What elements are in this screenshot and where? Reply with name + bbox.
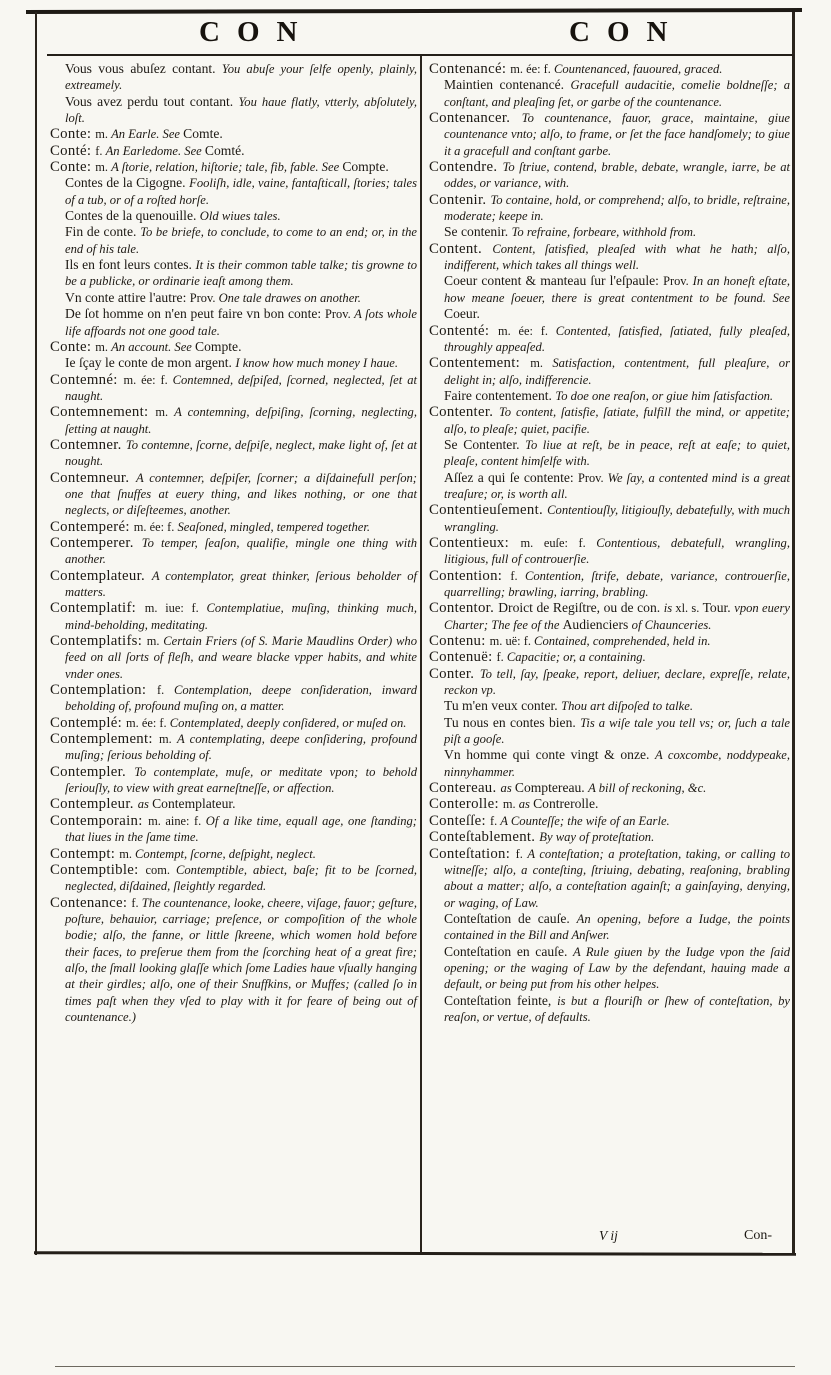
running-head-right: CON [569, 16, 685, 48]
english-gloss: Fooliſh, idle, vaine, fantaſticall, ſtories; tales of a tub, or of a roſted horſe. [65, 176, 417, 207]
headword: Contemplé: [50, 714, 127, 731]
headword: Contemplation: [50, 682, 157, 699]
grammar-label: Prov. [577, 470, 608, 485]
english-gloss: Seaſoned, mingled, tempered together. [177, 519, 371, 534]
french-phrase: Tu nous en contes bien. [444, 714, 581, 730]
french-phrase: Contemplateur. [152, 796, 236, 812]
dictionary-subentry [429, 273, 790, 322]
english-gloss: Content, ſatisfied, pleaſed with what he hath; alſo, indifferent, which takes all things well. [444, 241, 791, 273]
right-column [429, 61, 790, 1025]
column-divider-rule [420, 56, 422, 1252]
english-gloss: is [663, 601, 676, 616]
grammar-label: Prov. [189, 290, 219, 305]
headword: Conte: [50, 126, 96, 143]
headword: Contenter. [429, 404, 499, 421]
dictionary-entry [50, 600, 417, 633]
dictionary-entry [50, 895, 417, 1026]
dictionary-subentry [429, 388, 790, 404]
english-gloss: An opening, before a Iudge, the points contained in the Bill and Anſwer. [444, 911, 790, 943]
dictionary-subentry [429, 470, 790, 503]
grammar-label: f. [515, 846, 528, 861]
signature-mark: V ij [599, 1228, 618, 1243]
grammar-label: m. ée: f. [510, 62, 554, 76]
grammar-label: m. [158, 732, 177, 747]
dictionary-entry [50, 862, 417, 895]
english-gloss: A contemplating, deepe conſidering, profound muſing; ſerious beholding of. [65, 732, 418, 763]
english-gloss: Certain Friers (of S. Marie Maudlins Order) who feed on all ſorts of fleſh, and weare blacke vpper habits, and white vnder ones. [65, 634, 417, 681]
english-gloss: A conteſtation; a proteſtation, taking, or calling to witneſſe; alſo, a conteſting, ſtriuing, debating, reaſoning, brabling about a matter; alſo, a conteſtation againſt; a gainſaying, denying, or waging, of Law. [444, 846, 791, 910]
french-phrase: Conteſtation de cauſe. [444, 910, 577, 926]
grammar-label: m. [502, 797, 519, 812]
dictionary-entry [50, 470, 417, 519]
dictionary-subentry [50, 208, 417, 224]
headword: Contenancer. [429, 110, 522, 127]
english-gloss: A contemner, deſpiſer, ſcorner; a diſdainefull perſon; one that ſnuffes at euery thing, and likes nothing, or one that neglects, or diſeſteemes, another. [65, 470, 417, 518]
catchword: Con- [744, 1228, 772, 1243]
headword: Contemperé: [50, 518, 134, 535]
dictionary-subentry [50, 306, 417, 339]
headword: Contendre. [429, 159, 503, 176]
french-phrase: Comté. [204, 142, 245, 158]
dictionary-entry [50, 159, 417, 175]
dictionary-subentry [429, 944, 790, 993]
english-gloss: A contemning, deſpiſing, ſcorning, neglecting, ſetting at naught. [65, 405, 418, 436]
french-phrase: Comte. [183, 126, 223, 142]
english-gloss: You abuſe your ſelfe openly, plainly, extreamely. [65, 62, 417, 93]
dictionary-entry [50, 682, 417, 715]
dictionary-subentry [50, 290, 417, 306]
grammar-label: f. [156, 683, 174, 698]
english-gloss: Contemplatiue, muſing, thinking much, mind-beholding, meditating. [65, 601, 417, 632]
left-border-rule [35, 12, 37, 1255]
french-phrase: Vn homme qui conte vingt & onze. [444, 747, 656, 763]
headword: Contereau. [429, 780, 501, 797]
dictionary-entry [50, 813, 417, 846]
headword: Contemné: [50, 371, 124, 388]
dictionary-entry [50, 846, 417, 862]
headword: Contenancé: [429, 61, 511, 77]
english-gloss: Thou art diſpoſed to talke. [561, 699, 693, 714]
headword: Conté: [50, 142, 96, 159]
french-phrase: Se contenir. [444, 224, 512, 240]
english-gloss: An Earle. See [111, 127, 184, 142]
headword: Contemplement: [50, 731, 159, 748]
headword: Contentieuſement. [429, 502, 548, 519]
dictionary-entry [429, 535, 790, 568]
french-phrase: De ſot homme on n'en peut faire vn bon conte: [65, 306, 325, 322]
english-gloss: is but a flouriſh or ſhew of conteſtation, by reaſon, or vertue, of defaults. [444, 993, 790, 1024]
dictionary-entry [429, 796, 790, 812]
english-gloss: of Chaunceries. [631, 617, 712, 632]
english-gloss: Of a like time, equall age, one ſtanding; that liues in the ſame time. [65, 813, 417, 845]
right-border-rule [792, 12, 795, 1255]
french-phrase: Ie ſçay le conte de mon argent. [65, 355, 236, 371]
english-gloss: Capacitie; or, a containing. [506, 650, 646, 665]
dictionary-entry [50, 731, 417, 764]
english-gloss: Old wiues tales. [199, 209, 281, 224]
grammar-label: m. uë: f. [489, 634, 535, 649]
english-gloss: An Earledome. See [105, 143, 205, 158]
english-gloss: It is their common table talke; tis growne to be a publicke, or ordinarie ieaſt among them. [65, 258, 417, 289]
running-head-left: CON [199, 16, 315, 48]
headword: Contempt: [50, 845, 120, 862]
french-phrase: Contes de la quenouille. [65, 208, 200, 224]
grammar-label: m. [95, 127, 112, 142]
dictionary-entry [50, 568, 417, 601]
english-gloss: To liue at reſt, be in peace, reſt at eaſe; to quiet, pleaſe, content himſelfe with. [444, 437, 790, 469]
english-gloss: Gracefull audacitie, comelie boldneſſe; a conſtant, and pleaſing ſet, or garbe of the countenance. [444, 78, 791, 109]
french-phrase: Fin de conte. [65, 224, 141, 240]
english-gloss: vpon euery Charter; The fee of the [444, 601, 790, 632]
headword: Content. [429, 240, 493, 257]
grammar-label: m. [530, 356, 553, 371]
english-gloss: A coxcombe, noddypeake, ninnyhammer. [444, 748, 790, 779]
french-phrase: Contrerolle. [533, 796, 599, 812]
dictionary-entry [429, 813, 790, 829]
dictionary-entry [429, 192, 790, 225]
grammar-label: f. [131, 895, 142, 910]
headword: Contenté: [429, 322, 498, 339]
french-phrase: Faire contentement. [444, 387, 556, 403]
left-column [50, 61, 417, 1025]
headword: Contentieux: [429, 534, 521, 551]
french-phrase: Vous vous abuſez contant. [65, 61, 222, 76]
headword: Contenir. [429, 191, 491, 208]
dictionary-entry [50, 404, 417, 437]
french-phrase: Se Contenter. [444, 436, 526, 452]
english-gloss: Contention, ſtrife, debate, variance, controuerſie, quarrelling; brawling, iarring, brabling. [444, 568, 790, 599]
dictionary-entry [50, 437, 417, 470]
grammar-label: m. [155, 405, 175, 420]
english-gloss: Countenanced, fauoured, graced. [553, 62, 723, 76]
grammar-label: Prov. [324, 307, 355, 322]
english-gloss: To refraine, forbeare, withhold from. [511, 225, 697, 240]
dictionary-subentry [429, 911, 790, 944]
grammar-label: m. ée: f. [126, 715, 170, 730]
headword: Conter. [429, 665, 480, 682]
english-gloss: To temper, ſeaſon, qualifie, mingle one thing with another. [65, 535, 417, 567]
grammar-label: m. [146, 634, 164, 649]
dictionary-entry [50, 126, 417, 142]
top-border-rule [26, 8, 802, 14]
french-phrase: Contes de la Cigogne. [65, 175, 190, 191]
headword: Contemner. [50, 436, 126, 453]
english-gloss: You haue flatly, vtterly, abſolutely, loſt. [65, 94, 417, 126]
dictionary-entry [429, 633, 790, 649]
french-phrase: Comptereau. [514, 780, 589, 796]
english-gloss: Tis a wiſe tale you tell vs; or, ſuch a tale piſt a gooſe. [444, 715, 790, 747]
headword: Contempler. [50, 763, 135, 780]
grammar-label: m. [95, 339, 112, 354]
grammar-label: f. [95, 143, 106, 158]
english-gloss: To countenance, fauor, grace, maintaine, giue countenance vnto; alſo, to frame, or ſet the face handſomely; to giue it a gracefull and conſtant garbe. [444, 111, 790, 158]
dictionary-entry [50, 715, 417, 731]
grammar-label: Prov. [663, 274, 693, 289]
dictionary-entry [50, 796, 417, 812]
grammar-label: com. [145, 862, 176, 877]
dictionary-subentry [50, 94, 417, 127]
french-phrase: Compte. [195, 338, 242, 354]
dictionary-entry [50, 633, 417, 682]
grammar-label: m. ée: f. [497, 323, 556, 338]
english-gloss: A ſtorie, relation, hiſtorie; tale, fib, fable. See [111, 160, 343, 175]
headword: Conteſtablement. [429, 829, 540, 846]
headword: Contenu: [429, 633, 490, 650]
headword: Contemptible: [50, 861, 146, 878]
dictionary-entry [50, 764, 417, 797]
dictionary-subentry [429, 77, 790, 110]
english-gloss: Contemptible, abiect, baſe; fit to be ſcorned, neglected, diſdained, ſleightly regarded. [65, 862, 418, 894]
dictionary-entry [50, 535, 417, 568]
english-gloss: as [518, 797, 534, 812]
dictionary-entry [429, 355, 790, 388]
headword: Contentor. [429, 600, 499, 617]
french-phrase: Conteſtation en cauſe. [444, 943, 574, 959]
english-gloss: Contemplation, deepe conſideration, inward beholding of, profound muſing on, a matter. [65, 683, 417, 714]
english-gloss: We ſay, a contented mind is a great treaſure; or, is worth all. [444, 470, 790, 501]
french-phrase: Audienciers [562, 616, 632, 632]
grammar-label: m. euſe: f. [520, 535, 597, 550]
dictionary-subentry [429, 224, 790, 240]
grammar-label: m. ée: f. [133, 519, 178, 534]
english-gloss: Contentious, debatefull, wrangling, litigious, full of controuerſie. [444, 535, 790, 567]
headword: Conte: [50, 338, 96, 355]
french-phrase: Tour. [702, 600, 735, 616]
dictionary-subentry [50, 224, 417, 257]
headword: Contemplatif: [50, 600, 145, 617]
french-phrase: Compte. [342, 159, 389, 175]
dictionary-subentry [50, 355, 417, 371]
dictionary-entry [50, 143, 417, 159]
grammar-label: xl. s. [675, 601, 703, 616]
dictionary-entry [429, 666, 790, 699]
english-gloss: Satisfaction, contentment, full pleaſure, or delight in; alſo, indifferencie. [444, 356, 790, 387]
grammar-label: f. [489, 813, 501, 828]
grammar-label: m. [119, 846, 136, 861]
dictionary-entry [50, 519, 417, 535]
headword: Contemporain: [50, 812, 149, 829]
dictionary-entry [429, 600, 790, 633]
dictionary-subentry [429, 715, 790, 748]
english-gloss: as [500, 781, 515, 796]
dictionary-subentry [429, 747, 790, 780]
bottom-border-rule [34, 1251, 796, 1256]
english-gloss: A ſots whole life affoards not one good tale. [65, 307, 417, 338]
headword: Contemplateur. [50, 567, 152, 584]
headword: Conterolle: [429, 796, 503, 813]
english-gloss: The countenance, looke, cheere, viſage, fauor; geſture, poſture, behauior, carriage; preſence, or compoſition of the whole bodie; alſo, the fanne, or little ſkreene, which women hold before their faces, to preſerue them from the ſcorching heat of a great fire; alſo, the ſmall looking glaſſe which ſome Ladies haue vſually hanging at their girdles; alſo, one of their Snuffkins, or Muffes; (called ſo in times paſt when they vſed to play with it for feare of being out of countenance.) [65, 895, 417, 1024]
headword: Contenuë: [429, 649, 497, 666]
french-phrase: Vous avez perdu tout contant. [65, 93, 239, 109]
english-gloss: In an honeſt eſtate, how meane ſoeuer, there is great contentment to be found. See [444, 274, 790, 305]
french-phrase: Coeur content & manteau ſur l'eſpaule: [444, 273, 664, 289]
english-gloss: To tell, ſay, ſpeake, report, deliuer, declare, expreſſe, relate, reckon vp. [444, 666, 790, 698]
dictionary-entry [429, 502, 790, 535]
grammar-label: m. aine: f. [148, 813, 206, 828]
english-gloss: Contented, ſatisfied, ſatiated, fully pleaſed, throughly appeaſed. [444, 323, 790, 354]
english-gloss: A bill of reckoning, &c. [588, 781, 707, 796]
dictionary-entry [429, 649, 790, 665]
english-gloss: To ſtriue, contend, brable, debate, wrangle, iarre, be at oddes, or variance, with. [444, 160, 790, 191]
headword: Contempleur. [50, 796, 138, 813]
headword: Contemneur. [50, 469, 137, 486]
english-gloss: A contemplator, great thinker, ſerious beholder of matters. [65, 568, 417, 599]
english-gloss: To contemplate, muſe, or meditate vpon; to behold ſeriouſly, to view with great earneſtneſſe, or affection. [65, 764, 417, 796]
headword: Conte: [50, 159, 96, 176]
dictionary-entry [429, 829, 790, 845]
dictionary-subentry [50, 61, 417, 94]
english-gloss: I know how much money I haue. [235, 356, 398, 371]
english-gloss: To content, ſatisfie, ſatiate, fulfill the mind, or appetite; alſo, to pleaſe; quiet, pacifie. [444, 405, 790, 436]
english-gloss: A Counteſſe; the wife of an Earle. [500, 813, 670, 828]
english-gloss: To be briefe, to conclude, to come to an end; or, in the end of his tale. [65, 225, 417, 256]
dictionary-subentry [429, 437, 790, 470]
french-phrase: Conteſtation feinte, [444, 992, 558, 1008]
grammar-label: f. [510, 568, 525, 583]
french-phrase: Vn conte attire l'autre: [65, 289, 190, 305]
dictionary-subentry [429, 698, 790, 714]
grammar-label: m. iue: f. [144, 601, 207, 616]
english-gloss: A Rule giuen by the Iudge vpon the ſaid opening; or the waging of Law by the defendant, hauing made a default, or being put from his other helpes. [444, 944, 790, 992]
english-gloss: To contemne, ſcorne, deſpiſe, neglect, make light of, ſet at nought. [65, 437, 417, 469]
english-gloss: Contentiouſly, litigiouſly, debatefully, with much wrangling. [444, 503, 790, 534]
english-gloss: Contemplated, deeply conſidered, or muſed on. [169, 715, 407, 730]
headword: Contention: [429, 567, 511, 584]
grammar-label: m. [95, 160, 112, 175]
french-phrase: Maintien contenancé. [444, 77, 571, 93]
signature-line [429, 1228, 790, 1246]
english-gloss: To doe one reaſon, or giue him ſatisfaction. [555, 388, 774, 403]
headword: Contemplatifs: [50, 633, 147, 650]
dictionary-entry [429, 241, 790, 274]
french-phrase: Ils en font leurs contes. [65, 257, 196, 273]
headword: Contemnement: [50, 404, 156, 421]
dictionary-entry [429, 323, 790, 356]
dictionary-entry [429, 780, 790, 796]
dictionary-subentry [50, 175, 417, 208]
english-gloss: Contemned, deſpiſed, ſcorned, neglected, ſet at naught. [65, 372, 417, 403]
headword: Conteſtation: [429, 845, 516, 862]
english-gloss: One tale drawes on another. [218, 290, 361, 305]
english-gloss: To containe, hold, or comprehend; alſo, to bridle, reſtraine, moderate; keepe in. [444, 192, 790, 224]
dictionary-subentry [50, 257, 417, 290]
french-phrase: Tu m'en veux conter. [444, 698, 562, 714]
dictionary-entry [429, 61, 790, 77]
grammar-label: f. [496, 650, 507, 665]
french-phrase: Aſſez a qui ſe contente: [444, 469, 578, 485]
dictionary-entry [429, 110, 790, 159]
headword: Contemperer. [50, 534, 142, 551]
dictionary-entry [429, 159, 790, 192]
english-gloss: as [137, 797, 153, 812]
english-gloss: By way of proteſtation. [539, 830, 655, 845]
dictionary-subentry [429, 993, 790, 1026]
headword: Contentement: [429, 355, 531, 372]
dictionary-entry [429, 568, 790, 601]
english-gloss: Contained, comprehended, held in. [534, 634, 711, 649]
dictionary-entry [429, 404, 790, 437]
english-gloss: An account. See [111, 339, 196, 354]
grammar-label: m. ée: f. [123, 372, 173, 387]
dictionary-entry [50, 372, 417, 405]
english-gloss: Contempt, ſcorne, deſpight, neglect. [135, 846, 316, 861]
french-phrase: Coeur. [444, 306, 480, 322]
headword: Contenance: [50, 894, 132, 911]
french-phrase: Droict de Regiſtre, ou de con. [498, 600, 664, 616]
page-foot-rule [55, 1366, 795, 1367]
dictionary-entry [429, 846, 790, 911]
dictionary-entry [50, 339, 417, 355]
headword: Conteſſe: [429, 812, 490, 829]
